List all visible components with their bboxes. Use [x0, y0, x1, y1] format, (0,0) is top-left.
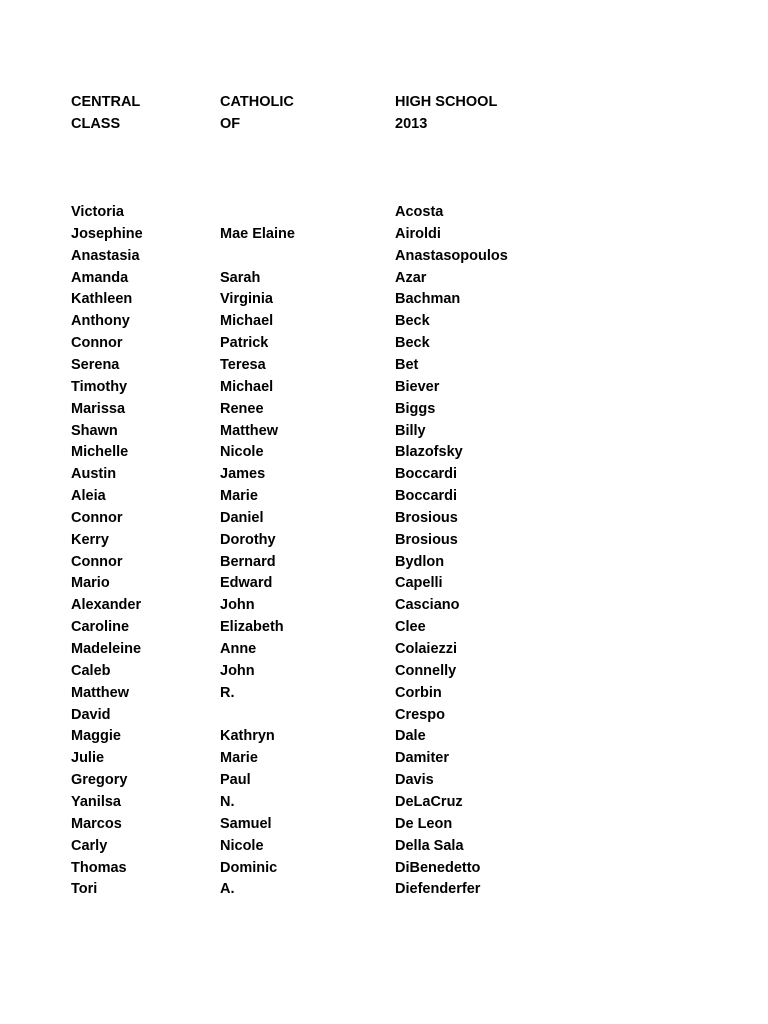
header-line	[71, 113, 711, 135]
first-name: Matthew	[71, 685, 129, 701]
first-name: Mario	[71, 575, 110, 591]
student-row	[71, 485, 711, 507]
middle-name: Marie	[220, 488, 258, 504]
middle-name: Dorothy	[220, 532, 276, 548]
student-row	[71, 354, 711, 376]
last-name: Bet	[395, 357, 419, 373]
student-row	[71, 551, 711, 573]
middle-name: Virginia	[220, 291, 273, 307]
middle-name: Teresa	[220, 357, 266, 373]
first-name: Marcos	[71, 816, 122, 832]
last-name: Boccardi	[395, 466, 458, 482]
first-name: Connor	[71, 335, 123, 351]
last-name: Capelli	[395, 575, 443, 591]
last-name: Davis	[395, 772, 434, 788]
first-name: Carly	[71, 838, 108, 854]
header-right: 2013	[395, 116, 428, 132]
first-name: Thomas	[71, 860, 127, 876]
last-name: Diefenderfer	[395, 881, 481, 897]
last-name: Bachman	[395, 291, 461, 307]
header-right: HIGH SCHOOL	[395, 94, 498, 110]
middle-name: Michael	[220, 379, 274, 395]
last-name: Dale	[395, 728, 426, 744]
student-row	[71, 594, 711, 616]
last-name: Azar	[395, 270, 427, 286]
last-name: Brosious	[395, 510, 458, 526]
first-name: Josephine	[71, 226, 143, 242]
middle-name: Matthew	[220, 423, 278, 439]
first-name: Aleia	[71, 488, 106, 504]
first-name: Gregory	[71, 772, 128, 788]
student-row	[71, 529, 711, 551]
first-name: Madeleine	[71, 641, 142, 657]
last-name: DeLaCruz	[395, 794, 463, 810]
middle-name: Samuel	[220, 816, 272, 832]
student-row	[71, 747, 711, 769]
student-row	[71, 420, 711, 442]
first-name: David	[71, 707, 111, 723]
last-name: Colaiezzi	[395, 641, 458, 657]
last-name: Beck	[395, 313, 430, 329]
last-name: Connelly	[395, 663, 457, 679]
last-name: Acosta	[395, 204, 444, 220]
middle-name: Bernard	[220, 554, 276, 570]
student-row	[71, 463, 711, 485]
student-row	[71, 376, 711, 398]
last-name: Biggs	[395, 401, 436, 417]
student-row	[71, 878, 711, 900]
first-name: Julie	[71, 750, 105, 766]
last-name: Blazofsky	[395, 444, 463, 460]
last-name: Billy	[395, 423, 426, 439]
middle-name: Daniel	[220, 510, 264, 526]
student-row	[71, 572, 711, 594]
middle-name: Nicole	[220, 444, 264, 460]
student-row	[71, 332, 711, 354]
first-name: Kerry	[71, 532, 109, 548]
student-row	[71, 245, 711, 267]
first-name: Tori	[71, 881, 98, 897]
last-name: Boccardi	[395, 488, 458, 504]
middle-name: Edward	[220, 575, 273, 591]
header-line	[71, 91, 711, 113]
middle-name: John	[220, 597, 255, 613]
first-name: Austin	[71, 466, 117, 482]
middle-name: Nicole	[220, 838, 264, 854]
first-name: Caroline	[71, 619, 130, 635]
first-name: Kathleen	[71, 291, 133, 307]
student-row	[71, 791, 711, 813]
first-name: Caleb	[71, 663, 111, 679]
first-name: Shawn	[71, 423, 118, 439]
last-name: Crespo	[395, 707, 445, 723]
student-row	[71, 267, 711, 289]
header-left: CENTRAL	[71, 94, 141, 110]
middle-name: Dominic	[220, 860, 278, 876]
student-row	[71, 857, 711, 879]
student-row	[71, 201, 711, 223]
first-name: Anthony	[71, 313, 130, 329]
last-name: Clee	[395, 619, 426, 635]
student-row	[71, 769, 711, 791]
student-row	[71, 660, 711, 682]
last-name: Bydlon	[395, 554, 445, 570]
first-name: Marissa	[71, 401, 126, 417]
first-name: Victoria	[71, 204, 124, 220]
middle-name: James	[220, 466, 266, 482]
middle-name: Paul	[220, 772, 251, 788]
middle-name: N.	[220, 794, 235, 810]
student-row	[71, 638, 711, 660]
last-name: Brosious	[395, 532, 458, 548]
last-name: Casciano	[395, 597, 460, 613]
student-row	[71, 682, 711, 704]
middle-name: A.	[220, 881, 235, 897]
middle-name: Mae Elaine	[220, 226, 295, 242]
last-name: Airoldi	[395, 226, 441, 242]
student-row	[71, 398, 711, 420]
middle-name: John	[220, 663, 255, 679]
first-name: Amanda	[71, 270, 129, 286]
last-name: Corbin	[395, 685, 442, 701]
last-name: DiBenedetto	[395, 860, 481, 876]
student-row	[71, 288, 711, 310]
student-row	[71, 813, 711, 835]
middle-name: Elizabeth	[220, 619, 284, 635]
student-row	[71, 441, 711, 463]
middle-name: Kathryn	[220, 728, 275, 744]
first-name: Maggie	[71, 728, 121, 744]
last-name: Della Sala	[395, 838, 464, 854]
middle-name: Marie	[220, 750, 258, 766]
student-row	[71, 616, 711, 638]
middle-name: Renee	[220, 401, 264, 417]
first-name: Anastasia	[71, 248, 140, 264]
student-row	[71, 310, 711, 332]
middle-name: Patrick	[220, 335, 269, 351]
header-left: CLASS	[71, 116, 121, 132]
header-middle: CATHOLIC	[220, 94, 294, 110]
student-row	[71, 835, 711, 857]
first-name: Connor	[71, 510, 123, 526]
student-row	[71, 223, 711, 245]
first-name: Connor	[71, 554, 123, 570]
middle-name: Anne	[220, 641, 257, 657]
first-name: Serena	[71, 357, 120, 373]
header-middle: OF	[220, 116, 241, 132]
first-name: Timothy	[71, 379, 128, 395]
student-row	[71, 704, 711, 726]
last-name: Biever	[395, 379, 440, 395]
student-row	[71, 507, 711, 529]
student-row	[71, 725, 711, 747]
middle-name: R.	[220, 685, 235, 701]
last-name: De Leon	[395, 816, 453, 832]
first-name: Alexander	[71, 597, 142, 613]
first-name: Michelle	[71, 444, 129, 460]
last-name: Beck	[395, 335, 430, 351]
last-name: Anastasopoulos	[395, 248, 508, 264]
middle-name: Sarah	[220, 270, 261, 286]
last-name: Damiter	[395, 750, 449, 766]
middle-name: Michael	[220, 313, 274, 329]
first-name: Yanilsa	[71, 794, 121, 810]
